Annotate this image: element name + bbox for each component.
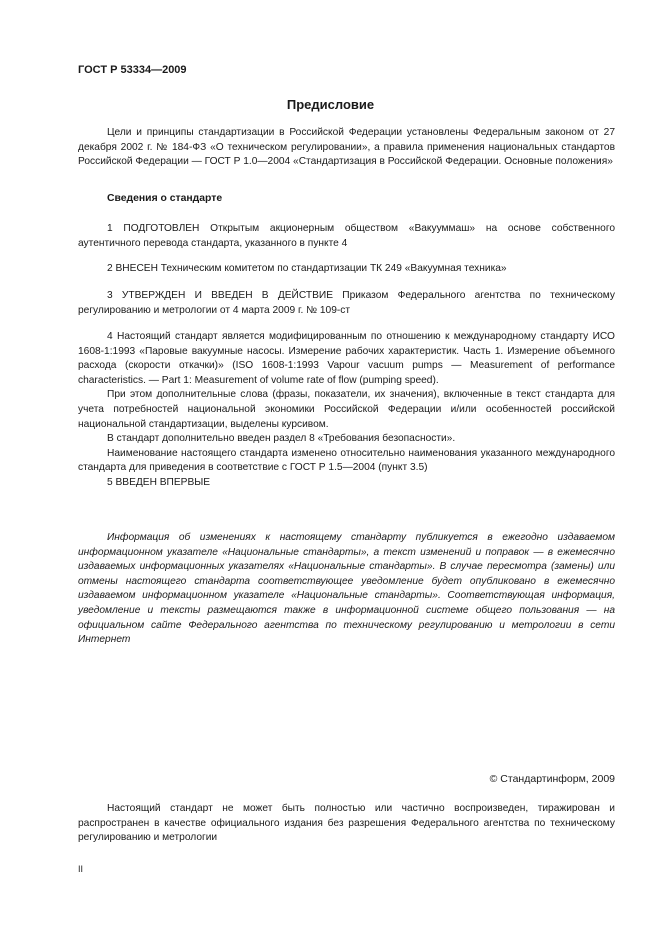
- item-4-note-c: Наименование настоящего стандарта изменено относительно наименования указанного международного стандарта для приведения в соответствие с ГОСТ Р 1.5—2004 (пункт 3.5): [78, 447, 615, 474]
- page-number: II: [78, 864, 84, 874]
- intro-paragraph: [78, 126, 615, 170]
- standard-id: ГОСТ Р 53334—2009: [78, 64, 187, 76]
- info-paragraph: [78, 531, 615, 648]
- copyright: © Стандартинформ, 2009: [489, 773, 615, 785]
- item-4-note-a: При этом дополнительные слова (фразы, показатели, их значения), включенные в текст стандарта для учета потребностей национальной экономики Российской Федерации и/или особенностей российской национальной стандартизации, выделены курсивом.: [78, 389, 615, 430]
- item-4-text: 4 Настоящий стандарт является модифицированным по отношению к международному стандарту ИСО 1608-1:1993 «Паровые вакуумные насосы. Измерение рабочих характеристик. Часть 1. Измерение объемного расхода (скорости откачки)» (ISO 1608-1:1993 Vapour vacuum pumps — Measurement of performance characteristics. — Part 1: Measurement of volume rate of flow (pumping speed).: [78, 331, 615, 386]
- notice-paragraph: [78, 802, 615, 846]
- item-5-text: 5 ВВЕДЕН ВПЕРВЫЕ: [107, 477, 211, 488]
- item-2: [78, 262, 615, 277]
- item-3: [78, 289, 615, 318]
- item-1: [78, 222, 615, 251]
- item-1-text: 1 ПОДГОТОВЛЕН Открытым акционерным обществом «Вакууммаш» на основе собственного аутентичного перевода стандарта, указанного в пункте 4: [78, 223, 615, 249]
- section-subtitle: Сведения о стандарте: [107, 193, 223, 204]
- page-title: Предисловие: [286, 97, 375, 112]
- info-text: Информация об изменениях к настоящему стандарту публикуется в ежегодно издаваемом информационном указателе «Национальные стандарты», а текст изменений и поправок — в ежемесячно издаваемых информационных указателях «Национальные стандарты». В случае пересмотра (замены) или отмены настоящего стандарта соответствующее уведомление будет опубликовано в ежемесячно издаваемом информационном указателе «Национальные стандарты». Соответствующая информация, уведомление и тексты размещаются также в информационной системе общего пользования — на официальном сайте Федерального агентства по техническому регулированию и метрологии в сети Интернет: [78, 532, 615, 646]
- item-4: [78, 330, 615, 476]
- item-5: [78, 476, 615, 491]
- item-2-text: 2 ВНЕСЕН Техническим комитетом по стандартизации ТК 249 «Вакуумная техника»: [107, 263, 507, 274]
- notice-text: Настоящий стандарт не может быть полностью или частично воспроизведен, тиражирован и распространен в качестве официального издания без разрешения Федерального агентства по техническому регулированию и метрологии: [78, 803, 615, 844]
- item-4-note-b: В стандарт дополнительно введен раздел 8 «Требования безопасности».: [107, 433, 456, 445]
- item-3-text: 3 УТВЕРЖДЕН И ВВЕДЕН В ДЕЙСТВИЕ Приказом Федерального агентства по техническому регулированию и метрологии от 4 марта 2009 г. № 109-ст: [78, 290, 615, 316]
- intro-text: Цели и принципы стандартизации в Российской Федерации установлены Федеральным законом от 27 декабря 2002 г. № 184-ФЗ «О техническом регулировании», а правила применения национальных стандартов Российской Федерации — ГОСТ Р 1.0—2004 «Стандартизация в Российской Федерации. Основные положения»: [78, 127, 615, 168]
